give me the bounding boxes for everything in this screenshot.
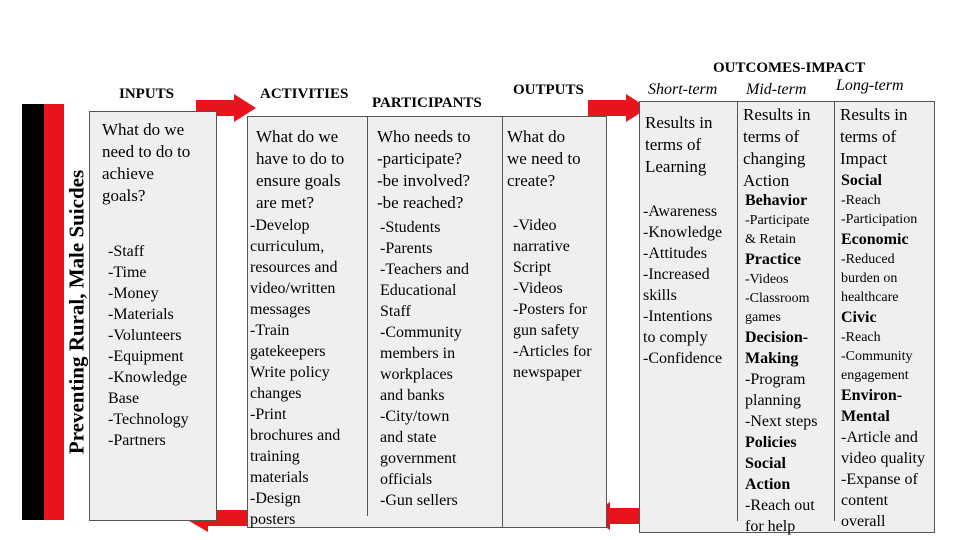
inputs-list xyxy=(108,241,189,451)
list-item: -Teachers and Educational Staff xyxy=(380,261,470,320)
participants-list xyxy=(380,217,469,511)
long-term-groups xyxy=(841,170,925,532)
mid-term-question: Results in terms of changing Action xyxy=(743,105,811,190)
list-item: -Community engagement xyxy=(841,349,913,383)
list-item: -Parents xyxy=(380,240,433,257)
list-item: -Article and video quality xyxy=(841,429,925,467)
list-item: -Classroom games xyxy=(745,291,810,325)
group-heading-behavior: Behavior xyxy=(745,192,808,209)
list-item: -Design posters xyxy=(250,490,301,528)
outputs-list xyxy=(513,215,592,383)
list-item: -Videos xyxy=(745,272,789,287)
list-item: -Knowledge Base xyxy=(108,369,188,407)
list-item: -Develop curriculum, resources and video/written messages xyxy=(250,217,338,318)
short-term-question: Results in terms of Learning xyxy=(645,113,713,176)
list-item: -Equipment xyxy=(108,348,184,365)
list-item: -Reach xyxy=(841,193,881,208)
short-term-list xyxy=(643,201,722,369)
group-heading-environmental: Environ- Mental xyxy=(841,387,903,425)
list-item: -Posters for gun safety xyxy=(513,301,588,339)
list-item: -Reduced burden on healthcare xyxy=(841,252,899,305)
list-item: Write policy changes xyxy=(250,364,330,402)
header-inputs: INPUTS xyxy=(119,86,175,102)
mid-term-groups xyxy=(745,190,817,537)
list-item: -Train gatekeepers xyxy=(250,322,326,360)
group-heading-policies-social-action: Policies Social Action xyxy=(745,434,797,493)
list-item: -Partners xyxy=(108,432,166,449)
group-heading-civic: Civic xyxy=(841,309,877,326)
header-outputs: OUTPUTS xyxy=(513,82,584,98)
divider-participants-outputs xyxy=(502,116,503,528)
group-heading-economic: Economic xyxy=(841,231,909,248)
header-participants: PARTICIPANTS xyxy=(372,95,482,111)
list-item: -Next steps xyxy=(745,413,818,430)
list-item: -Awareness xyxy=(643,203,718,220)
list-item: -Expanse of content overall xyxy=(841,471,918,530)
inputs-question: What do we need to do to achieve goals? xyxy=(102,120,191,205)
term-long: Long-term xyxy=(836,77,904,94)
list-item: -Video narrative Script xyxy=(513,217,570,276)
long-term-question: Results in terms of Impact xyxy=(840,105,908,168)
divider-mid-long xyxy=(834,101,835,521)
list-item: -Students xyxy=(380,219,441,236)
list-item: -Articles for newspaper xyxy=(513,343,592,381)
list-item: -Participation xyxy=(841,212,918,227)
activities-question: What do we have to do to ensure goals are met? xyxy=(256,127,345,212)
list-item: -Time xyxy=(108,264,147,281)
term-mid: Mid-term xyxy=(746,81,807,98)
outputs-question: What do we need to create? xyxy=(507,127,581,190)
list-item: -City/town and state government officials xyxy=(380,408,457,488)
header-activities: ACTIVITIES xyxy=(260,86,349,102)
term-short: Short-term xyxy=(648,81,718,98)
divider-short-mid xyxy=(737,101,738,521)
list-item: -Participate & Retain xyxy=(745,213,810,247)
list-item: -Confidence xyxy=(643,350,723,367)
list-item: -Program planning xyxy=(745,371,806,409)
list-item: -Money xyxy=(108,285,159,302)
list-item: -Reach xyxy=(841,330,881,345)
side-bar-black xyxy=(22,104,44,520)
list-item: -Technology xyxy=(108,411,189,428)
list-item: -Knowledge xyxy=(643,224,723,241)
header-outcomes-impact: OUTCOMES-IMPACT xyxy=(713,60,866,76)
list-item: -Increased skills xyxy=(643,266,710,304)
side-bar-red xyxy=(44,104,64,520)
list-item: -Reach out for help xyxy=(745,497,815,535)
divider-activities-participants xyxy=(367,116,368,516)
list-item: -Staff xyxy=(108,243,145,260)
list-item: -Volunteers xyxy=(108,327,182,344)
list-item: -Videos xyxy=(513,280,563,297)
group-heading-social: Social xyxy=(841,172,882,189)
group-heading-decision-making: Decision- Making xyxy=(745,329,809,367)
list-item: -Intentions to comply xyxy=(643,308,713,346)
group-heading-practice: Practice xyxy=(745,251,801,268)
list-item: -Gun sellers xyxy=(380,492,458,509)
list-item: -Print brochures and training materials xyxy=(250,406,341,486)
list-item: -Attitudes xyxy=(643,245,707,262)
list-item: -Community members in workplaces and banks xyxy=(380,324,462,404)
participants-question: Who needs to -participate? -be involved? -be reached? xyxy=(377,127,471,212)
activities-list xyxy=(250,215,340,530)
list-item: -Materials xyxy=(108,306,174,323)
